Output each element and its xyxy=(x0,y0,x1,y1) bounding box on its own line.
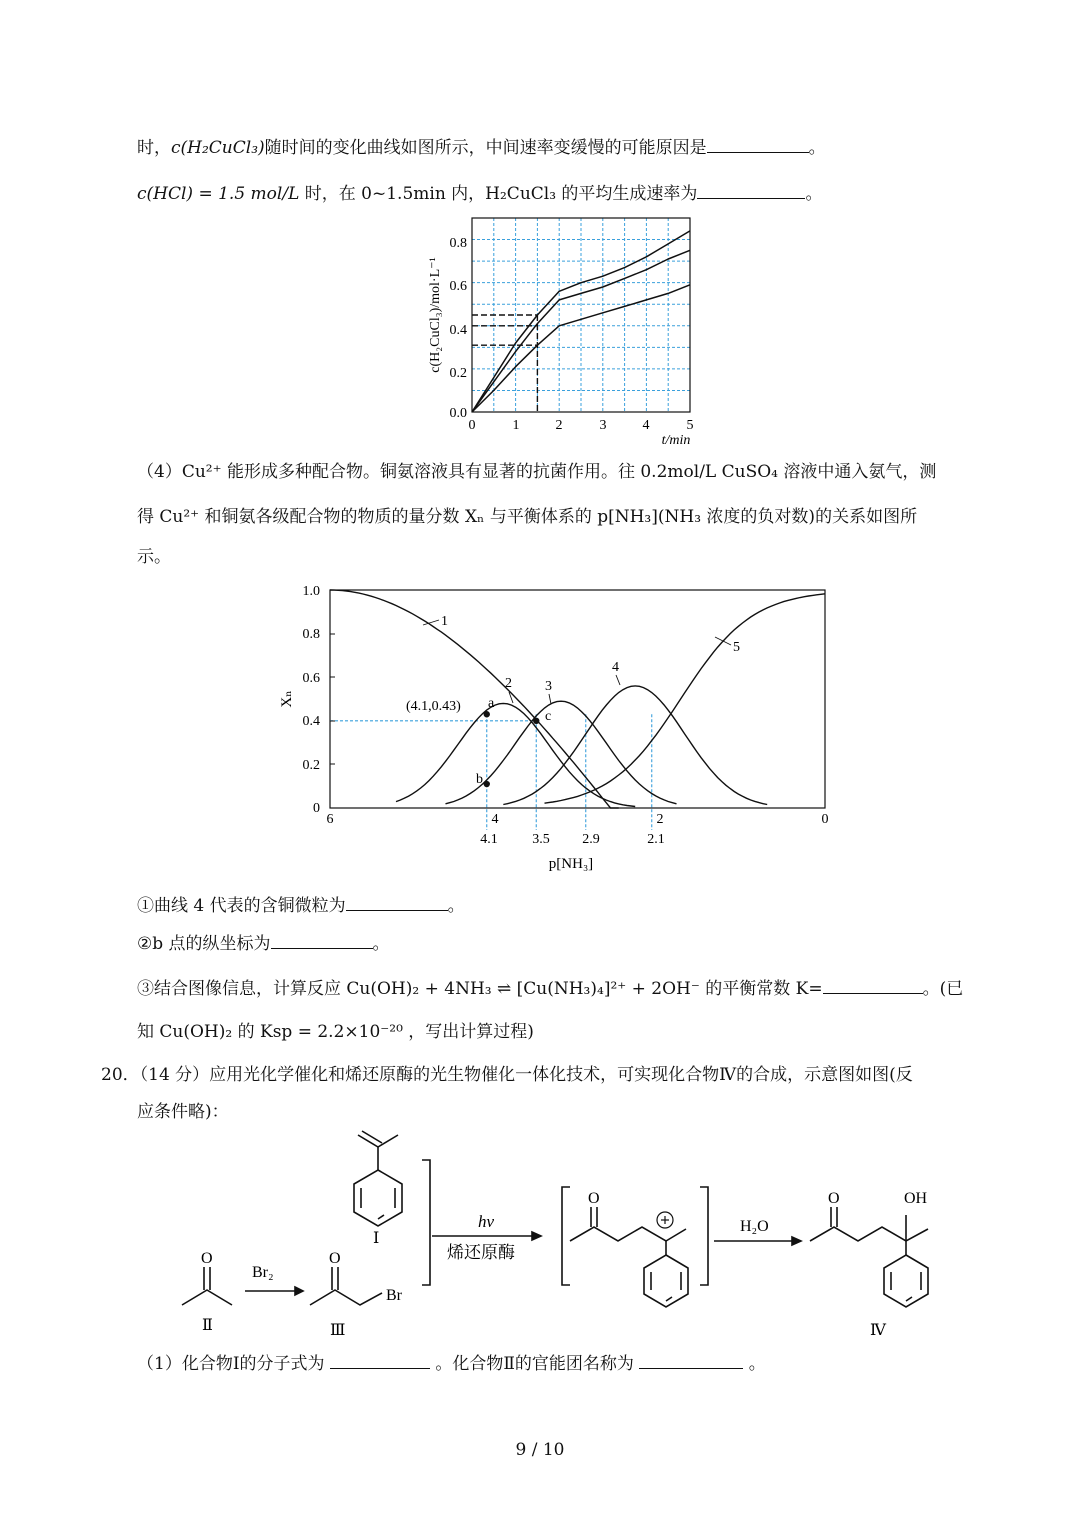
y-tick: 0 xyxy=(313,801,320,816)
answer-blank[interactable] xyxy=(707,134,809,153)
chart2-y-ticks xyxy=(303,584,321,816)
intermediate-bracket-right xyxy=(700,1187,708,1285)
x-subtick: 4.1 xyxy=(480,832,498,847)
label-II: Ⅱ xyxy=(202,1317,213,1334)
y-tick: 0.6 xyxy=(449,279,467,294)
chart1-y-label: c(H₂CuCl₃)/mol·L⁻¹ xyxy=(428,257,443,373)
y-tick: 0.4 xyxy=(302,714,320,729)
chart1-y-ticks xyxy=(450,236,468,421)
page-number: 9 / 10 xyxy=(515,1440,565,1460)
question-2: ②b 点的纵坐标为 。 xyxy=(137,930,390,956)
chart2-y-tickmarks xyxy=(330,634,335,764)
question-1: ①曲线 4 代表的含铜微粒为 。 xyxy=(137,892,465,918)
point-b-label: b xyxy=(476,772,483,787)
q20-line-1: 20．（14 分）应用光化学催化和烯还原酶的光生物催化一体化技术，可实现化合物Ⅳ的合成，示意图如图(反 xyxy=(101,1065,913,1085)
atom-o-III: O xyxy=(329,1250,341,1267)
reagent-hv: hv xyxy=(478,1212,495,1231)
chart2-curve-labels xyxy=(441,614,740,694)
x-tick: 1 xyxy=(512,418,520,433)
curve-label-3: 3 xyxy=(545,679,552,694)
intermediate-structure xyxy=(570,1207,688,1307)
curve-label-1: 1 xyxy=(441,614,448,629)
chart1-x-label: t/min xyxy=(661,433,691,448)
reactant-bracket xyxy=(422,1160,430,1285)
x-subtick: 2.1 xyxy=(647,832,665,847)
x-tick: 4 xyxy=(491,812,499,827)
part4-line-2: 得 Cu²⁺ 和铜氨各级配合物的物质的量分数 Xₙ 与平衡体系的 p[NH₃](NH₃ 浓度的负对数)的关系如图所 xyxy=(137,507,918,527)
answer-blank[interactable] xyxy=(823,975,923,994)
y-tick: 0.8 xyxy=(449,236,467,251)
h2o-arrow-head xyxy=(792,1237,801,1245)
q20-line-2: 应条件略)： xyxy=(137,1102,229,1122)
species-h2cucl3: c(H₂CuCl₃) xyxy=(171,138,265,158)
series-curve-5 xyxy=(545,594,826,803)
y-tick: 0.8 xyxy=(302,627,320,642)
point-a-label: a xyxy=(488,696,495,711)
x-tick: 0 xyxy=(468,418,476,433)
curve-label-2: 2 xyxy=(505,676,512,691)
label-III: Ⅲ xyxy=(330,1322,346,1339)
chart2-y-label: Xₙ xyxy=(279,690,295,708)
q20-part1: （1）化合物Ⅰ的分子式为 。化合物Ⅱ的官能团名称为 。 xyxy=(137,1350,766,1376)
answer-blank[interactable] xyxy=(697,180,805,199)
question-3: ③结合图像信息，计算反应 Cu(OH)₂ + 4NH₃ ⇌ [Cu(NH₃)₄]²⁺ + 2OH⁻ 的平衡常数 K= 。(已 xyxy=(137,975,963,1001)
series-curve-1 xyxy=(330,590,619,808)
answer-blank[interactable] xyxy=(346,892,448,911)
part4-line-3: 示。 xyxy=(137,547,171,567)
atom-o-II: O xyxy=(201,1250,213,1267)
label-IV: Ⅳ xyxy=(870,1322,886,1339)
reagent-h2o: H₂O xyxy=(740,1218,769,1235)
answer-blank[interactable] xyxy=(639,1350,743,1369)
x-tick: 5 xyxy=(686,418,694,433)
x-subtick: 3.5 xyxy=(532,832,550,847)
point-c xyxy=(533,718,539,724)
x-tick: 2 xyxy=(555,418,563,433)
x-subtick: 2.9 xyxy=(582,832,600,847)
atom-oh-IV: OH xyxy=(904,1190,928,1207)
atom-o-IV: O xyxy=(828,1190,840,1207)
chart1-x-ticks xyxy=(469,418,694,433)
x-tick: 4 xyxy=(642,418,650,433)
compound-IV-structure xyxy=(810,1207,928,1307)
chart2-x-ticks xyxy=(327,812,829,827)
y-tick: 0.0 xyxy=(449,406,467,421)
reagent-enzyme: 烯还原酶 xyxy=(447,1243,515,1262)
intermediate-bracket-left xyxy=(562,1187,570,1285)
concentration-time-chart xyxy=(420,210,710,450)
reaction-scheme xyxy=(160,1125,960,1350)
question-3-note: 知 Cu(OH)₂ 的 Ksp = 2.2×10⁻²⁰ ，写出计算过程) xyxy=(137,1022,534,1042)
atom-br-III: Br xyxy=(386,1287,402,1304)
intro-line-1: 时，c(H₂CuCl₃)随时间的变化曲线如图所示，中间速率变缓慢的可能原因是 。 xyxy=(137,134,826,160)
curve-label-4: 4 xyxy=(612,660,619,675)
point-b xyxy=(484,781,490,787)
chart2-series xyxy=(330,590,825,808)
y-tick: 0.2 xyxy=(302,758,320,773)
x-tick: 0 xyxy=(821,812,829,827)
reagent-br2: Br₂ xyxy=(252,1264,274,1281)
distribution-chart xyxy=(275,575,845,875)
y-tick: 0.2 xyxy=(449,366,467,381)
series-curve-2 xyxy=(396,703,635,806)
chart2-x-label: p[NH₃] xyxy=(548,856,594,872)
y-tick: 0.4 xyxy=(449,323,467,338)
point-c-label: c xyxy=(545,709,552,724)
part4-line-1: （4）Cu²⁺ 能形成多种配合物。铜氨溶液具有显著的抗菌作用。往 0.2mol/L CuSO₄ 溶液中通入氨气，测 xyxy=(137,462,937,482)
y-tick: 0.6 xyxy=(302,671,320,686)
x-tick: 6 xyxy=(326,812,334,827)
y-tick: 1.0 xyxy=(302,584,320,599)
answer-blank[interactable] xyxy=(330,1350,430,1369)
br2-arrow-head xyxy=(295,1287,303,1295)
intro-line-2: c(HCl) = 1.5 mol/L 时，在 0~1.5min 内，H₂CuCl₃ 的平均生成速率为 。 xyxy=(137,180,822,206)
x-tick: 3 xyxy=(599,418,607,433)
chart2-x-subticks xyxy=(480,832,665,847)
compound-I-structure xyxy=(354,1131,402,1226)
compound-III-structure xyxy=(310,1267,382,1305)
answer-blank[interactable] xyxy=(271,930,373,949)
series-curve-4 xyxy=(503,686,767,805)
chart2-frame xyxy=(330,590,825,808)
atom-o-intermediate: O xyxy=(588,1190,600,1207)
hv-arrow-head xyxy=(532,1232,541,1240)
curve-label-5: 5 xyxy=(733,640,740,655)
x-tick: 2 xyxy=(656,812,664,827)
label-I: Ⅰ xyxy=(373,1230,380,1247)
compound-II-structure xyxy=(182,1267,232,1305)
point-a xyxy=(484,711,490,717)
point-a-annotation: (4.1,0.43) xyxy=(406,699,461,714)
